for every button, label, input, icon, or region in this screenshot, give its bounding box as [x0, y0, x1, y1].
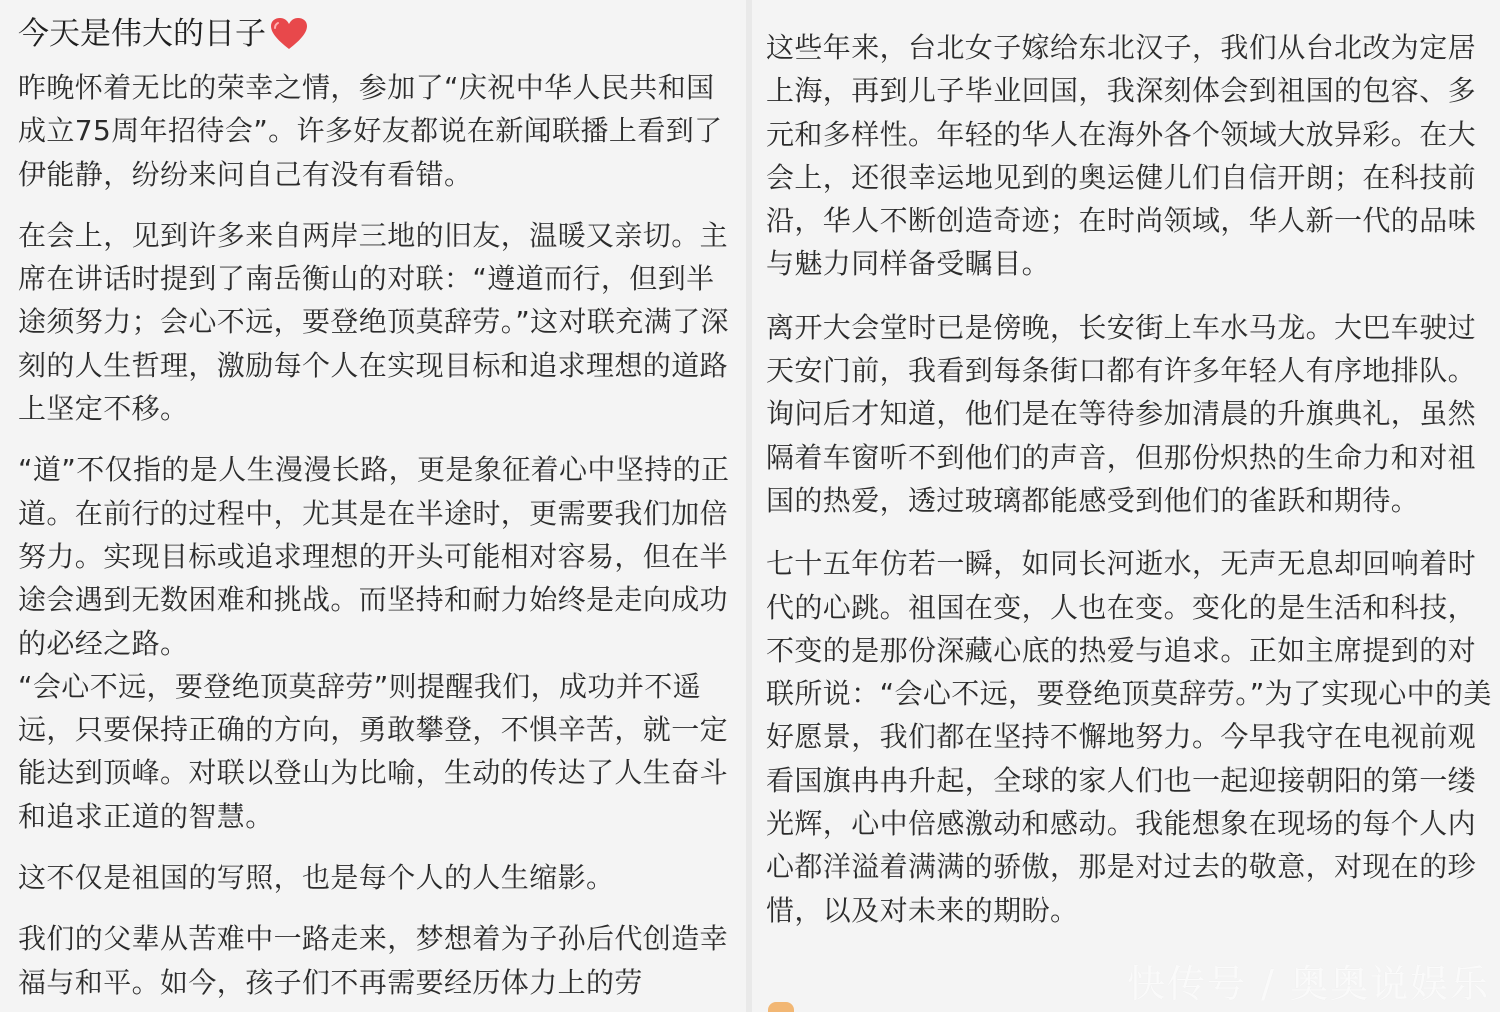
paragraph: 七十五年仿若一瞬，如同长河逝水，无声无息却回响着时代的心跳。祖国在变，人也在变。变化的是生活和科技，不变的是那份深藏心底的热爱与追求。正如主席提到的对联所说：“会心不远，要登绝顶莫辞劳。”为了实现心中的美好愿景，我们都在坚持不懈地努力。今早我守在电视前观看国旗冉冉升起，全球的家人们也一起迎接朝阳的第一缕光辉，心中倍感激动和感动。我能想象在现场的每个人内心都洋溢着满满的骄傲，那是对过去的敬意，对现在的珍惜，以及对未来的期盼。	[766, 547, 1492, 927]
paragraph: “道”不仅指的是人生漫漫长路，更是象征着心中坚持的正道。在前行的过程中，尤其是在半途时，更需要我们加倍努力。实现目标或追求理想的开头可能相对容易，但在半途会遇到无数困难和挑战。而坚持和耐力始终是走向成功的必经之路。	[18, 453, 730, 660]
paragraph: 这不仅是祖国的写照，也是每个人的人生缩影。	[18, 861, 615, 895]
left-column	[0, 0, 745, 1012]
partial-emoji-icon	[768, 1002, 794, 1012]
paragraph: 昨晚怀着无比的荣幸之情，参加了“庆祝中华人民共和国成立75周年招待会”。许多好友都说在新闻联播上看到了伊能静，纷纷来问自己有没有看错。	[18, 71, 723, 191]
paragraph: 这些年来，台北女子嫁给东北汉子，我们从台北改为定居上海，再到儿子毕业回国，我深刻体会到祖国的包容、多元和多样性。年轻的华人在海外各个领域大放异彩。在大会上，还很幸运地见到的奥运健儿们自信开朗；在科技前沿，华人不断创造奇迹；在时尚领域，华人新一代的品味与魅力同样备受瞩目。	[766, 31, 1477, 281]
paragraph: “会心不远，要登绝顶莫辞劳”则提醒我们，成功并不遥远，只要保持正确的方向，勇敢攀登，不惧辛苦，就一定能达到顶峰。对联以登山为比喻，生动的传达了人生奋斗和追求正道的智慧。	[18, 669, 729, 833]
paragraph: 离开大会堂时已是傍晚，长安街上车水马龙。大巴车驶过天安门前，我看到每条街口都有许多年轻人有序地排队。询问后才知道，他们是在等待参加清晨的升旗典礼，虽然隔着车窗听不到他们的声音，但那份炽热的生命力和对祖国的热爱，透过玻璃都能感受到他们的雀跃和期待。	[766, 310, 1477, 517]
paragraph: 我们的父辈从苦难中一路走来，梦想着为子孙后代创造幸福与和平。如今，孩子们不再需要经历体力上的劳	[18, 922, 729, 999]
watermark: 快传号 / 奥奥说娱乐	[1127, 962, 1490, 1006]
post-title	[18, 12, 745, 56]
paragraph: 在会上，见到许多来自两岸三地的旧友，温暖又亲切。主席在讲话时提到了南岳衡山的对联：“遵道而行，但到半途须努力；会心不远，要登绝顶莫辞劳。”这对联充满了深刻的人生哲理，激励每个人在实现目标和追求理想的道路上坚定不移。	[18, 218, 729, 426]
post-title-text: 今天是伟大的日子	[18, 16, 266, 52]
heart-icon	[270, 17, 308, 51]
right-column	[752, 0, 1500, 1012]
